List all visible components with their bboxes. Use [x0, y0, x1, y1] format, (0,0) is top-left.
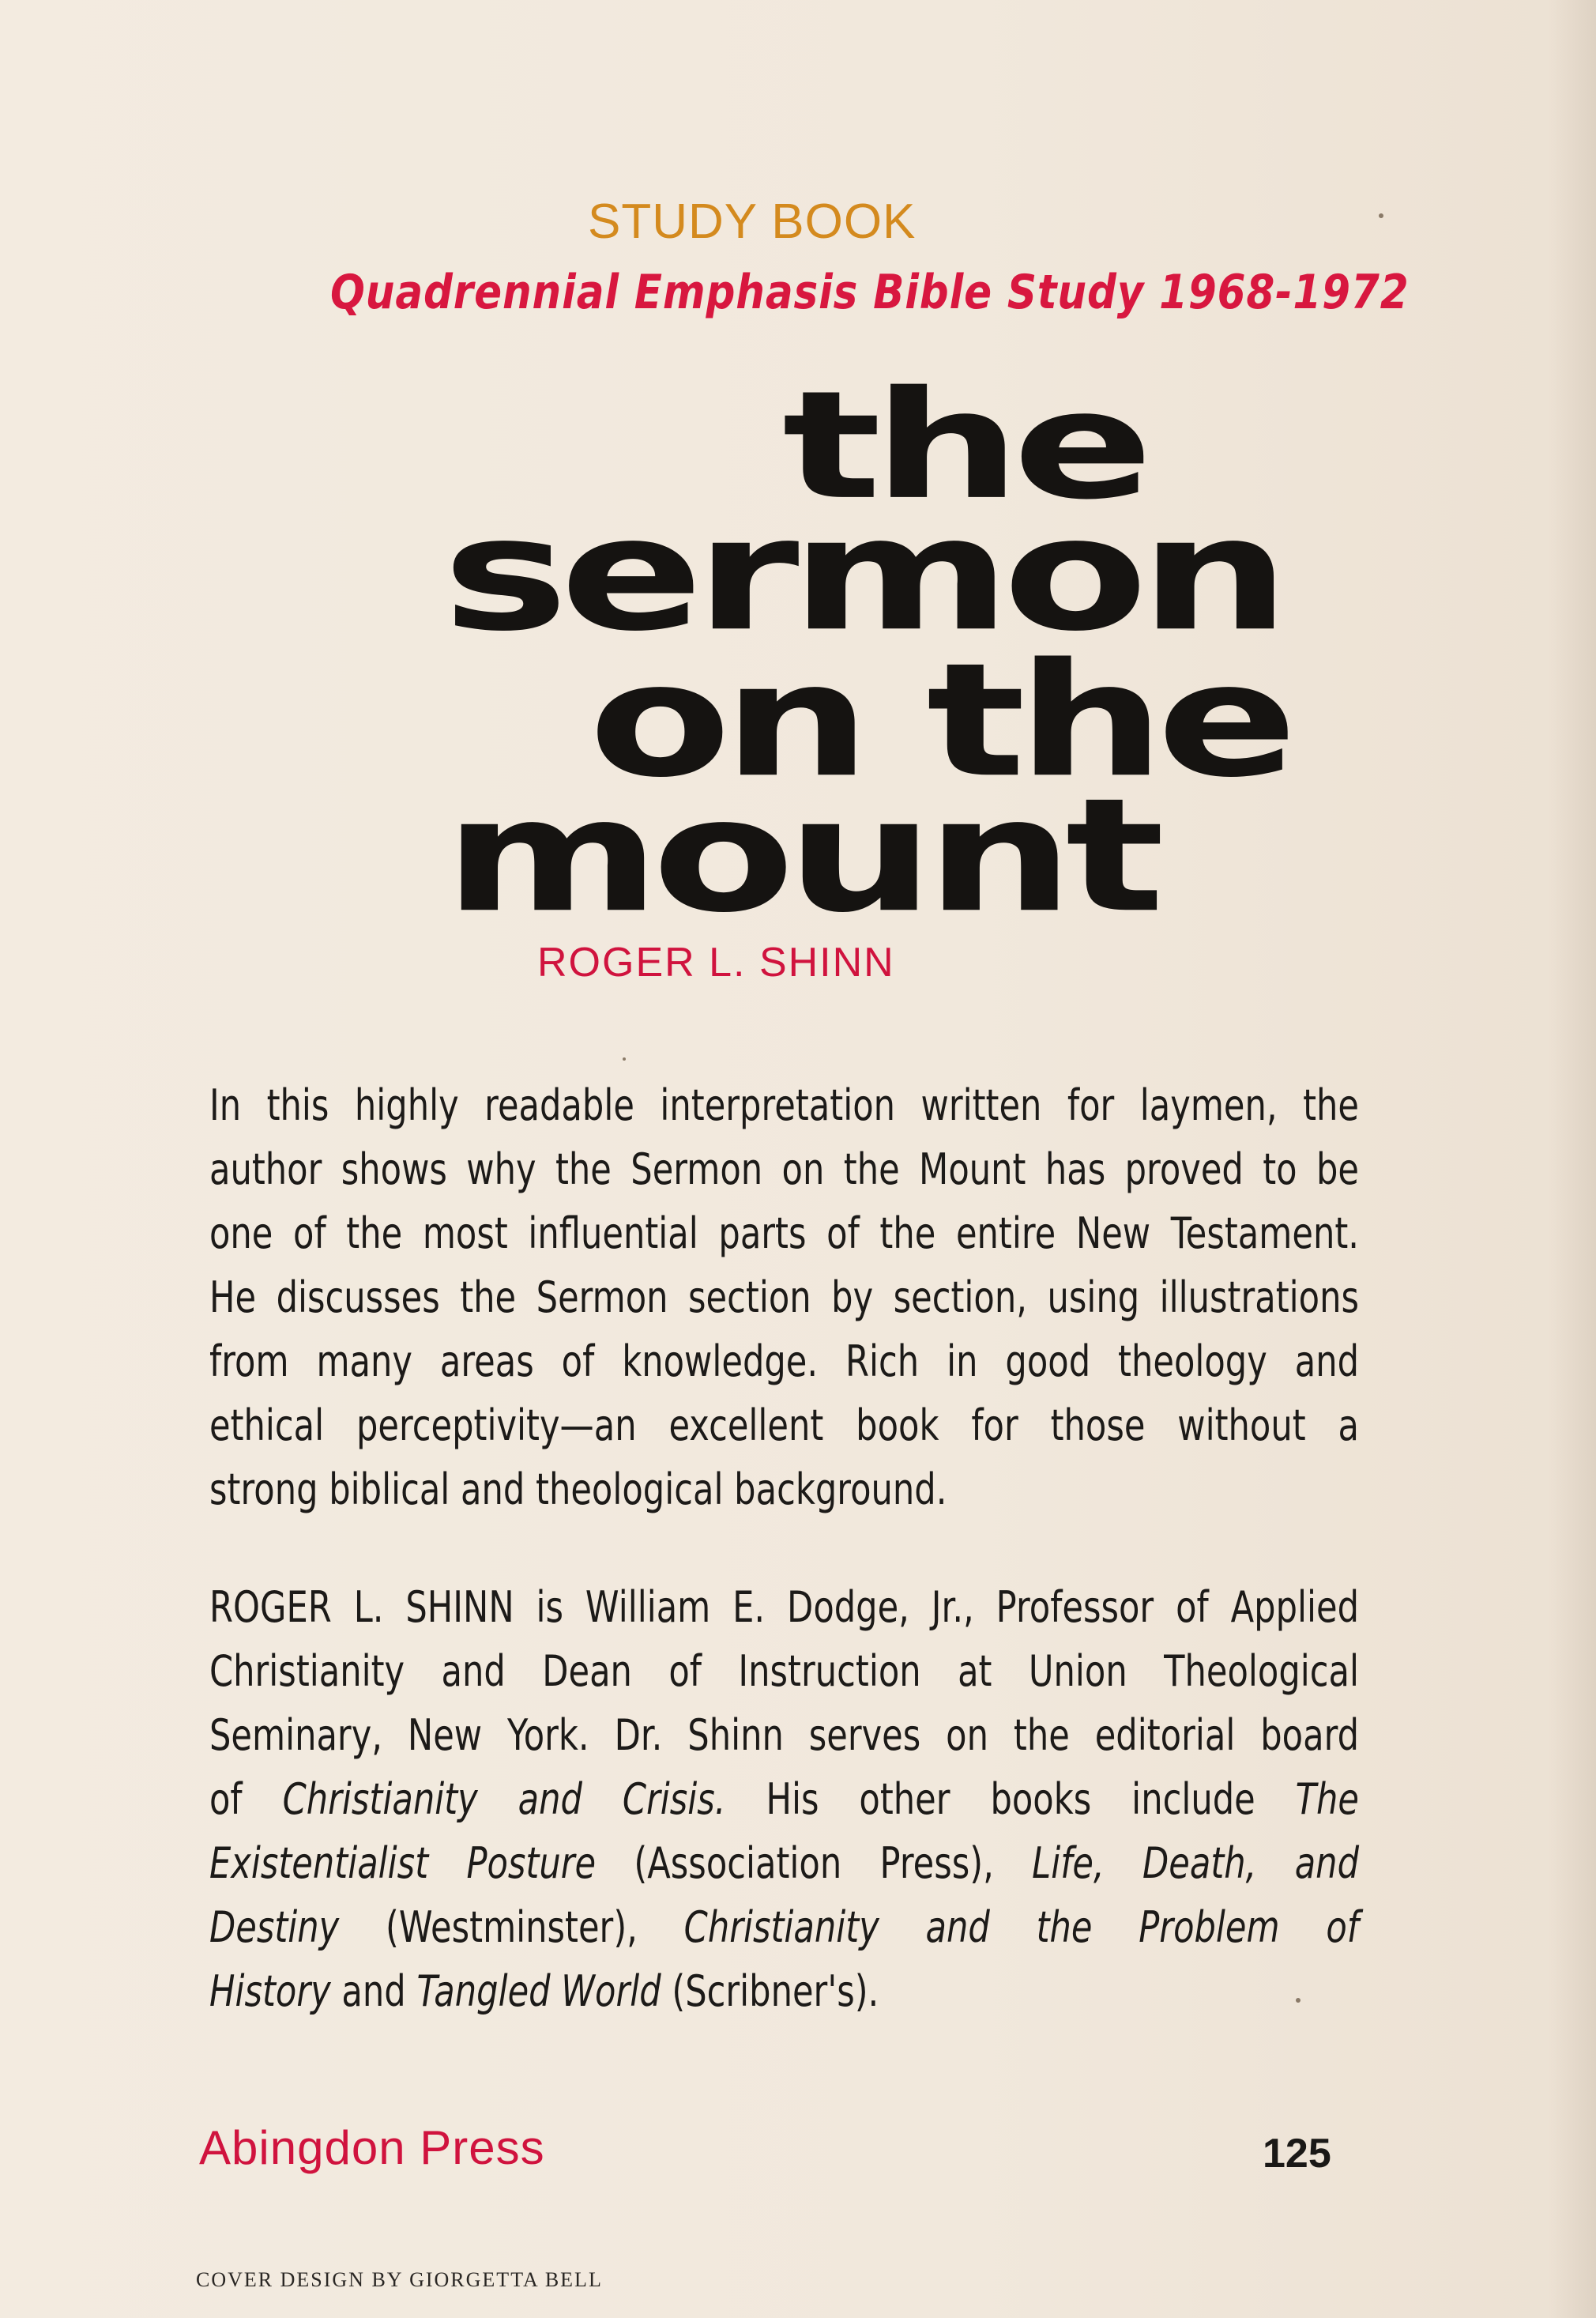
title-line-2: sermon [442, 484, 1282, 666]
description-line: ethical perceptivity—an excellent book for those without a [209, 1400, 1359, 1450]
bio-text: Seminary, New York. Dr. Shinn serves on the editorial board [209, 1710, 1359, 1760]
bio-text: ROGER L. SHINN is William E. Dodge, Jr., Professor of Applied [209, 1582, 1359, 1632]
bio-line [209, 1767, 1359, 1831]
description-line: from many areas of knowledge. Rich in good theology and [209, 1336, 1359, 1386]
bio-book-title: Christianity and the Problem of [683, 1902, 1359, 1952]
bio-line [209, 1959, 1359, 2023]
price-code: 125 [1263, 2131, 1331, 2177]
paper-speck [1379, 213, 1383, 218]
bio-book-title: The [1295, 1774, 1359, 1824]
description-line: He discusses the Sermon section by section, using illustrations [209, 1272, 1359, 1322]
description-line: author shows why the Sermon on the Mount has proved to be [209, 1144, 1359, 1194]
description-line: strong biblical and theological background. [209, 1464, 947, 1514]
description-line: one of the most influential parts of the entire New Testament. [209, 1208, 1359, 1258]
bio-text: (Scribner's). [661, 1966, 879, 2016]
paper-speck [1296, 1998, 1301, 2003]
bio-text: (Westminster), [339, 1902, 684, 1952]
bio-line [209, 1895, 1359, 1959]
bio-text: His other books include [725, 1774, 1296, 1824]
author-bio-paragraph [209, 1575, 1359, 2023]
bio-text: Christianity and Dean of Instruction at Union Theological [209, 1646, 1359, 1696]
description-line: In this highly readable interpretation written for laymen, the [209, 1080, 1359, 1130]
bio-line [209, 1639, 1359, 1703]
series-subtitle: Quadrennial Emphasis Bible Study 1968-1972 [330, 265, 1410, 320]
title-line-4: mount [444, 765, 1157, 948]
spine-shadow [1549, 0, 1596, 2318]
bio-book-title: Tangled World [416, 1966, 661, 2016]
bio-line [209, 1575, 1359, 1639]
paper-speck [623, 1057, 626, 1061]
description-paragraph [209, 1073, 1359, 1521]
bio-book-title: History [209, 1966, 331, 2016]
publisher-name: Abingdon Press [199, 2121, 545, 2174]
author-name: ROGER L. SHINN [537, 940, 895, 986]
title-line-3: on the [589, 630, 1289, 812]
study-book-label: STUDY BOOK [588, 194, 917, 249]
bio-line [209, 1703, 1359, 1767]
bio-book-title: Destiny [209, 1902, 340, 1952]
title-line-1: the [782, 359, 1146, 533]
bio-line [209, 1831, 1359, 1895]
bio-book-title: Christianity and Crisis. [282, 1774, 726, 1824]
bio-text: and [330, 1966, 417, 2016]
bio-text: (Association Press), [596, 1838, 1033, 1888]
bio-book-title: Life, Death, and [1032, 1838, 1359, 1888]
cover-design-credit: COVER DESIGN BY GIORGETTA BELL [196, 2268, 603, 2291]
bio-text: of [209, 1774, 283, 1824]
bio-book-title: Existentialist Posture [209, 1838, 597, 1888]
